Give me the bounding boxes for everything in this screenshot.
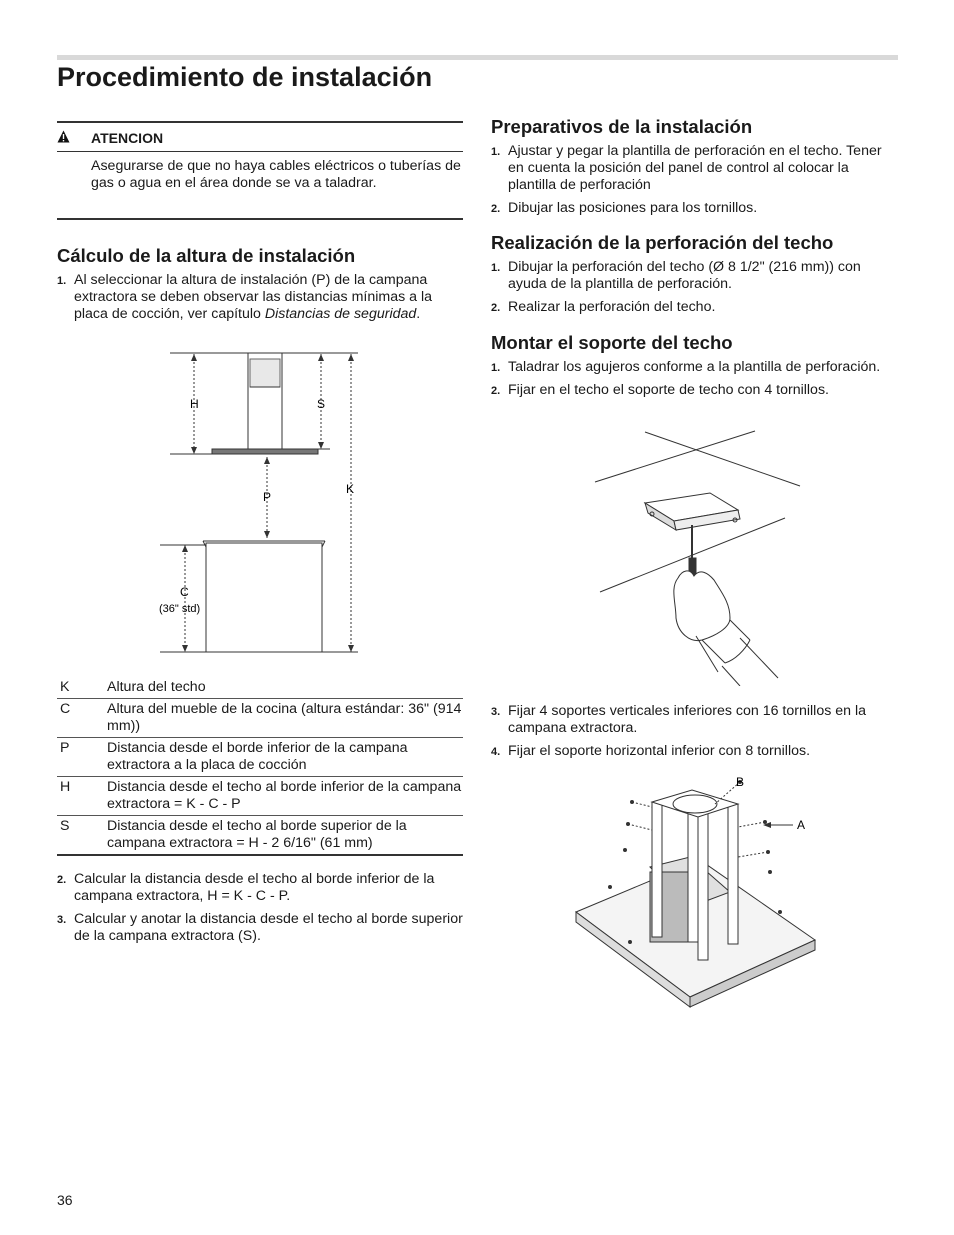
mount-step-2: [491, 382, 898, 399]
drill-step-1: [491, 259, 898, 293]
mount-step-4: [491, 743, 898, 760]
step-number: 2.: [491, 203, 501, 215]
legend-row: [57, 699, 463, 738]
drill-step-2: [491, 299, 898, 316]
step-number: 2.: [491, 385, 501, 397]
warning-text: Asegurarse de que no haya cables eléctricos o tuberías de gas o agua en el área donde se va a taladrar.: [91, 158, 461, 191]
drill-heading: Realización de la perforación del techo: [491, 232, 834, 253]
label-k: K: [346, 482, 355, 496]
calc-step-1-text: Al seleccionar la altura de instalación (P) de la campana extractora se deben observar las distancias mínimas a la placa de cocción, ver capítulo: [74, 272, 433, 322]
legend-text: Distancia desde el borde inferior de la campana extractora a la placa de cocción: [107, 740, 408, 773]
step-number: 1.: [491, 146, 501, 158]
step-number: 2.: [57, 874, 67, 886]
hood-supports-diagram: [570, 772, 820, 1012]
legend-text: Distancia desde el techo al borde inferior de la campana extractora = K - C - P: [107, 779, 462, 812]
page-title: Procedimiento de instalación: [57, 62, 433, 92]
step-number: 4.: [491, 746, 501, 758]
legend-key: C: [60, 701, 71, 717]
label-b: B: [736, 775, 745, 789]
calc-steps-cont: [57, 871, 463, 951]
legend-row: [57, 777, 463, 816]
prep-step-1: [491, 143, 898, 194]
mount-step-1-text: Taladrar los agujeros conforme a la plantilla de perforación.: [508, 359, 881, 375]
prep-step-2: [491, 200, 898, 217]
drill-step-1-text: Dibujar la perforación del techo (Ø 8 1/2" (216 mm)) con ayuda de la plantilla de perforación.: [508, 259, 861, 292]
page-number: 36: [57, 1192, 73, 1208]
calc-step-3-text: Calcular y anotar la distancia desde el techo al borde superior de la campana extractora (S).: [74, 911, 463, 944]
prep-step-2-text: Dibujar las posiciones para los tornillos.: [508, 200, 758, 216]
ceiling-bracket-diagram: [590, 428, 810, 686]
calc-step-2-text: Calcular la distancia desde el techo al borde inferior de la campana extractora, H = K - C - P.: [74, 871, 435, 904]
legend-key: K: [60, 679, 70, 695]
prep-heading: Preparativos de la instalación: [491, 116, 753, 137]
mount-step-2-text: Fijar en el techo el soporte de techo con 4 tornillos.: [508, 382, 829, 398]
label-h: H: [190, 397, 199, 411]
step-number: 2.: [491, 302, 501, 314]
warning-box: [57, 121, 463, 220]
legend-key: S: [60, 818, 70, 834]
step-number: 1.: [491, 262, 501, 274]
calc-step-2: [57, 871, 463, 905]
legend-row: [57, 677, 463, 699]
legend-row: [57, 738, 463, 777]
mount-step-3-text: Fijar 4 soportes verticales inferiores con 16 tornillos en la campana extractora.: [508, 703, 867, 736]
calc-step-1: [57, 272, 463, 323]
prep-section: [491, 116, 898, 223]
label-s: S: [317, 397, 326, 411]
mount-step-4-text: Fijar el soporte horizontal inferior con 8 tornillos.: [508, 743, 811, 759]
legend-key: P: [60, 740, 70, 756]
drill-step-2-text: Realizar la perforación del techo.: [508, 299, 716, 315]
legend-text: Altura del mueble de la cocina (altura estándar: 36" (914 mm)): [107, 701, 462, 734]
prep-step-1-text: Ajustar y pegar la plantilla de perforación en el techo. Tener en cuenta la posición del panel de control al colocar la plantilla de perforación: [508, 143, 882, 193]
legend-key: H: [60, 779, 71, 795]
calc-section: [57, 245, 463, 329]
drill-section: [491, 232, 898, 322]
mount-steps-cont: [491, 703, 898, 766]
step-number: 3.: [491, 706, 501, 718]
calc-step-3: [57, 911, 463, 945]
label-p: P: [263, 490, 272, 504]
legend-text: Distancia desde el techo al borde superior de la campana extractora = H - 2 6/16" (61 mm): [107, 818, 407, 851]
legend-text: Altura del techo: [107, 679, 206, 695]
mount-step-1: [491, 359, 898, 376]
step-number: 1.: [57, 275, 67, 287]
legend-row: [57, 816, 463, 856]
calc-heading: Cálculo de la altura de instalación: [57, 245, 356, 266]
warning-header: [57, 129, 463, 152]
label-c: C: [180, 585, 189, 599]
mount-section: [491, 332, 898, 405]
calc-step-1-end: .: [416, 306, 421, 322]
label-a: A: [797, 818, 806, 832]
calc-step-1-ref: Distancias de seguridad: [264, 306, 417, 322]
mount-step-3: [491, 703, 898, 737]
step-number: 1.: [491, 362, 501, 374]
installation-height-diagram: [150, 345, 370, 660]
warning-label: ATENCION: [91, 130, 164, 146]
warning-triangle-icon: [57, 130, 70, 143]
legend-table: [57, 677, 463, 856]
label-c-note: (36" std): [159, 603, 201, 615]
mount-heading: Montar el soporte del techo: [491, 332, 733, 353]
step-number: 3.: [57, 914, 67, 926]
top-rule: [57, 55, 898, 60]
